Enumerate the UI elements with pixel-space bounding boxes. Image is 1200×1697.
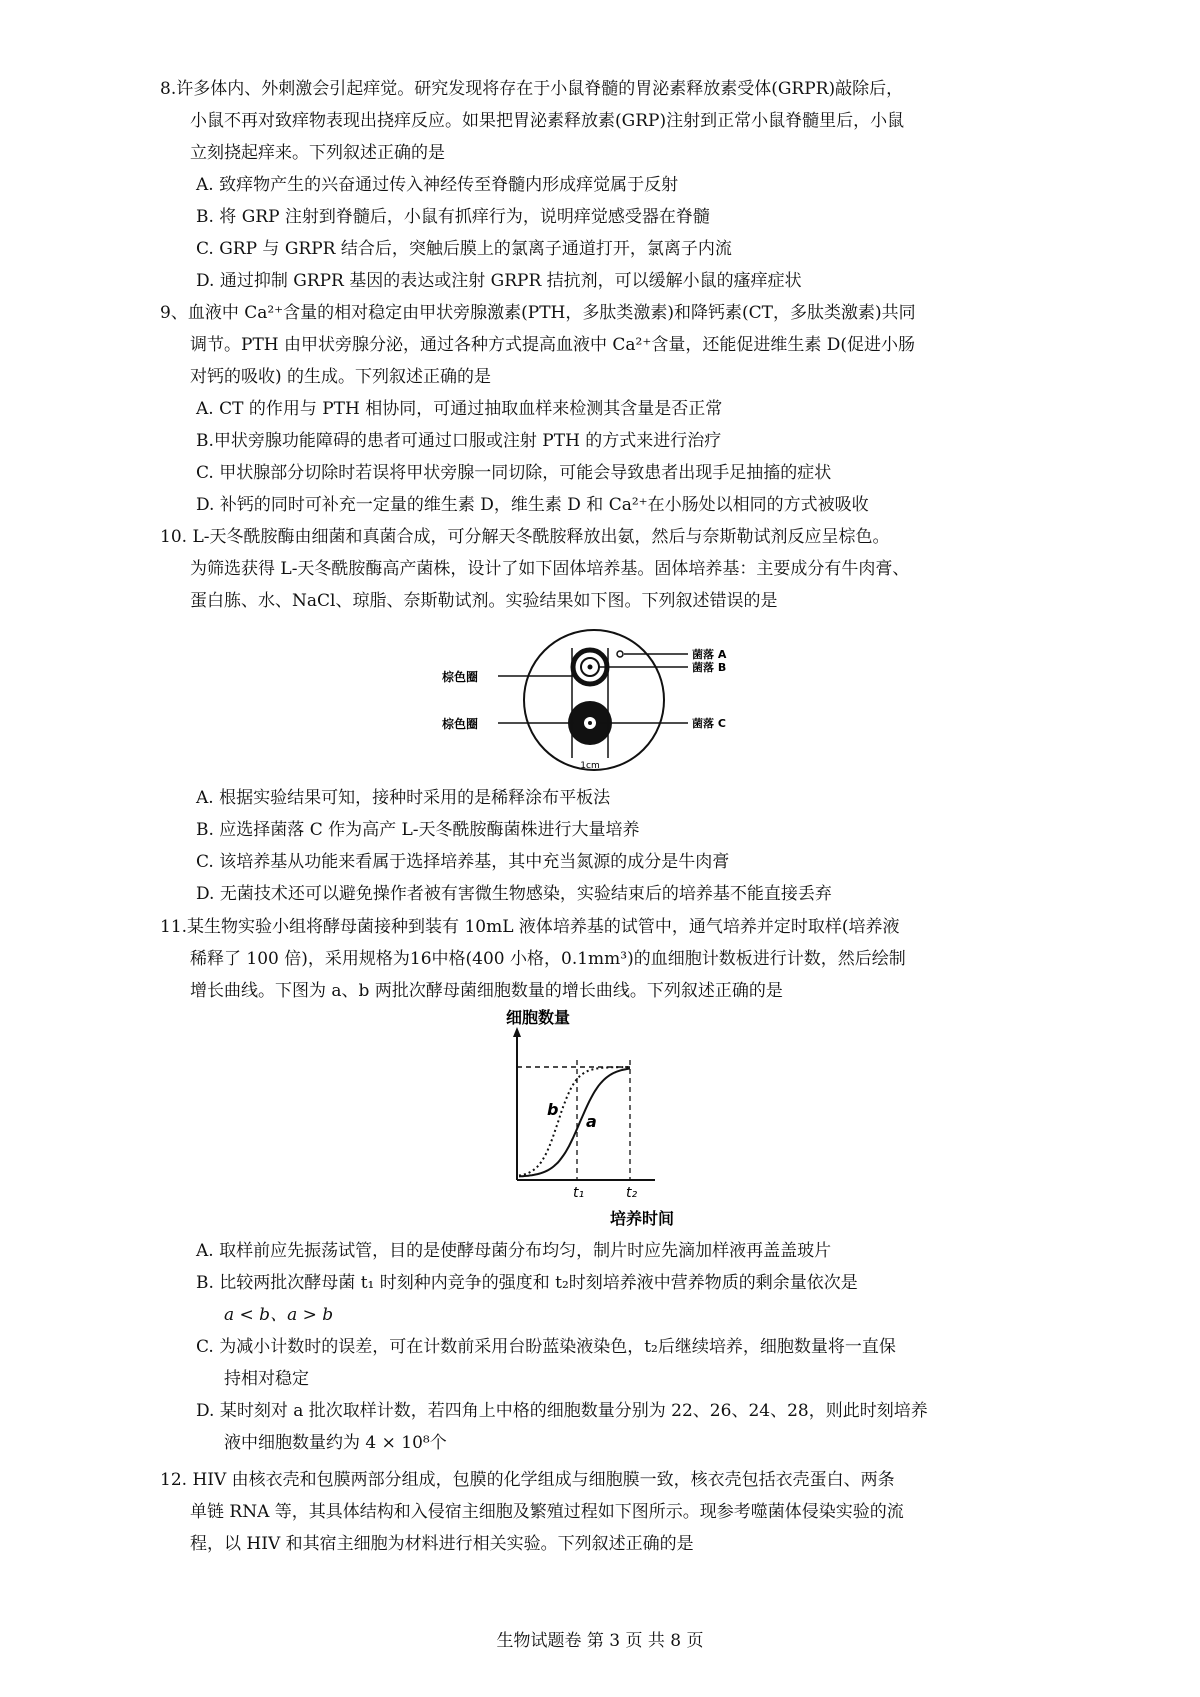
q11-option-c-cont: 持相对稳定 [224, 1369, 309, 1389]
q11-option-c: C. 为减小计数时的误差，可在计数前采用台盼蓝染液染色，t₂后继续培养，细胞数量将一直保 [196, 1337, 896, 1357]
q8-option-a: A. 致痒物产生的兴奋通过传入神经传至脊髓内形成痒觉属于反射 [196, 175, 679, 195]
page-footer: 生物试题卷 第 3 页 共 8 页 [496, 1631, 704, 1651]
q8-option-b: B. 将 GRP 注射到脊髓后，小鼠有抓痒行为，说明痒觉感受器在脊髓 [196, 207, 710, 227]
q9-option-b: B.甲状旁腺功能障碍的患者可通过口服或注射 PTH 的方式来进行治疗 [196, 431, 722, 451]
q10-option-a: A. 根据实验结果可知，接种时采用的是稀释涂布平板法 [196, 788, 611, 808]
q11-option-b: B. 比较两批次酵母菌 t₁ 时刻种内竞争的强度和 t₂时刻培养液中营养物质的剩余量依次是 [196, 1273, 858, 1293]
q9-stem-3: 对钙的吸收) 的生成。下列叙述正确的是 [190, 367, 492, 387]
series-b-label: b [547, 1100, 559, 1119]
q12-stem-3: 程，以 HIV 和其宿主细胞为材料进行相关实验。下列叙述正确的是 [190, 1534, 694, 1554]
q11-option-a: A. 取样前应先振荡试管，目的是使酵母菌分布均匀，制片时应先滴加样液再盖盖玻片 [196, 1241, 832, 1261]
q8-option-d: D. 通过抑制 GRPR 基因的表达或注射 GRPR 拮抗剂，可以缓解小鼠的瘙痒症状 [196, 271, 802, 291]
q10-option-c: C. 该培养基从功能来看属于选择培养基，其中充当氮源的成分是牛肉膏 [196, 852, 730, 872]
q8-stem-3: 立刻挠起痒来。下列叙述正确的是 [190, 143, 445, 163]
q9-option-d: D. 补钙的同时可补充一定量的维生素 D，维生素 D 和 Ca²⁺在小肠处以相同的方式被吸收 [196, 495, 869, 515]
tick-t1: t₁ [573, 1185, 585, 1201]
q10-stem-2: 为筛选获得 L-天冬酰胺酶高产菌株，设计了如下固体培养基。固体培养基：主要成分有牛肉膏、 [190, 559, 910, 579]
q12-stem-1: 12. HIV 由核衣壳和包膜两部分组成，包膜的化学组成与细胞膜一致，核衣壳包括衣壳蛋白、两条 [160, 1470, 895, 1490]
chart-x-label: 培养时间 [610, 1209, 675, 1228]
q10-option-b: B. 应选择菌落 C 作为高产 L-天冬酰胺酶菌株进行大量培养 [196, 820, 640, 840]
series-b-line [519, 1067, 630, 1176]
q10-stem-1: 10. L-天冬酰胺酶由细菌和真菌合成，可分解天冬酰胺释放出氨，然后与奈斯勒试剂反应呈棕色。 [160, 527, 890, 547]
q10-stem-3: 蛋白胨、水、NaCl、琼脂、奈斯勒试剂。实验结果如下图。下列叙述错误的是 [190, 591, 778, 611]
growth-curve-chart [500, 1005, 730, 1230]
series-a-label: a [586, 1112, 597, 1131]
tick-t2: t₂ [626, 1185, 638, 1201]
brown-ring-label-1: 棕色圈 [442, 670, 479, 684]
colony-a-label: 菌落 A [692, 648, 727, 661]
q8-option-c: C. GRP 与 GRPR 结合后，突触后膜上的氯离子通道打开，氯离子内流 [196, 239, 732, 259]
petri-dish-figure [440, 628, 770, 788]
q11-stem-3: 增长曲线。下图为 a、b 两批次酵母菌细胞数量的增长曲线。下列叙述正确的是 [190, 981, 783, 1001]
q11-option-d-cont: 液中细胞数量约为 4 × 10⁸个 [224, 1433, 447, 1453]
q11-stem-2: 稀释了 100 倍)，采用规格为16中格(400 小格，0.1mm³)的血细胞计数板进行计数，然后绘制 [190, 949, 906, 969]
q8-stem-2: 小鼠不再对致痒物表现出挠痒反应。如果把胃泌素释放素(GRP)注射到正常小鼠脊髓里后，小鼠 [190, 111, 905, 131]
colony-a [617, 651, 623, 657]
brown-ring-label-2: 棕色圈 [442, 717, 479, 731]
colony-c-label: 菌落 C [692, 717, 726, 730]
q11-stem-1: 11.某生物实验小组将酵母菌接种到装有 10mL 液体培养基的试管中，通气培养并定时取样(培养液 [160, 917, 900, 937]
q9-option-a: A. CT 的作用与 PTH 相协同，可通过抽取血样来检测其含量是否正常 [196, 399, 723, 419]
q9-stem-2: 调节。PTH 由甲状旁腺分泌，通过各种方式提高血液中 Ca²⁺含量，还能促进维生素 D(促进小肠 [190, 335, 916, 355]
q8-stem-1: 8.许多体内、外刺激会引起痒觉。研究发现将存在于小鼠脊髓的胃泌素释放素受体(GRPR)敲除后， [160, 79, 904, 99]
q11-option-b-cont: a < b、a > b [224, 1305, 334, 1325]
q9-stem-1: 9、血液中 Ca²⁺含量的相对稳定由甲状旁腺激素(PTH，多肽类激素)和降钙素(CT，多肽类激素)共同 [160, 303, 916, 323]
scale-label: 1cm [580, 761, 600, 771]
q11-option-d: D. 某时刻对 a 批次取样计数，若四角上中格的细胞数量分别为 22、26、24、28，则此时刻培养 [196, 1401, 928, 1421]
series-a-line [519, 1069, 630, 1177]
q10-option-d: D. 无菌技术还可以避免操作者被有害微生物感染，实验结束后的培养基不能直接丢弃 [196, 884, 832, 904]
chart-y-label: 细胞数量 [506, 1008, 571, 1027]
q9-option-c: C. 甲状腺部分切除时若误将甲状旁腺一同切除，可能会导致患者出现手足抽搐的症状 [196, 463, 832, 483]
q12-stem-2: 单链 RNA 等，其具体结构和入侵宿主细胞及繁殖过程如下图所示。现参考噬菌体侵染实验的流 [190, 1502, 904, 1522]
colony-b-label: 菌落 B [692, 661, 727, 674]
